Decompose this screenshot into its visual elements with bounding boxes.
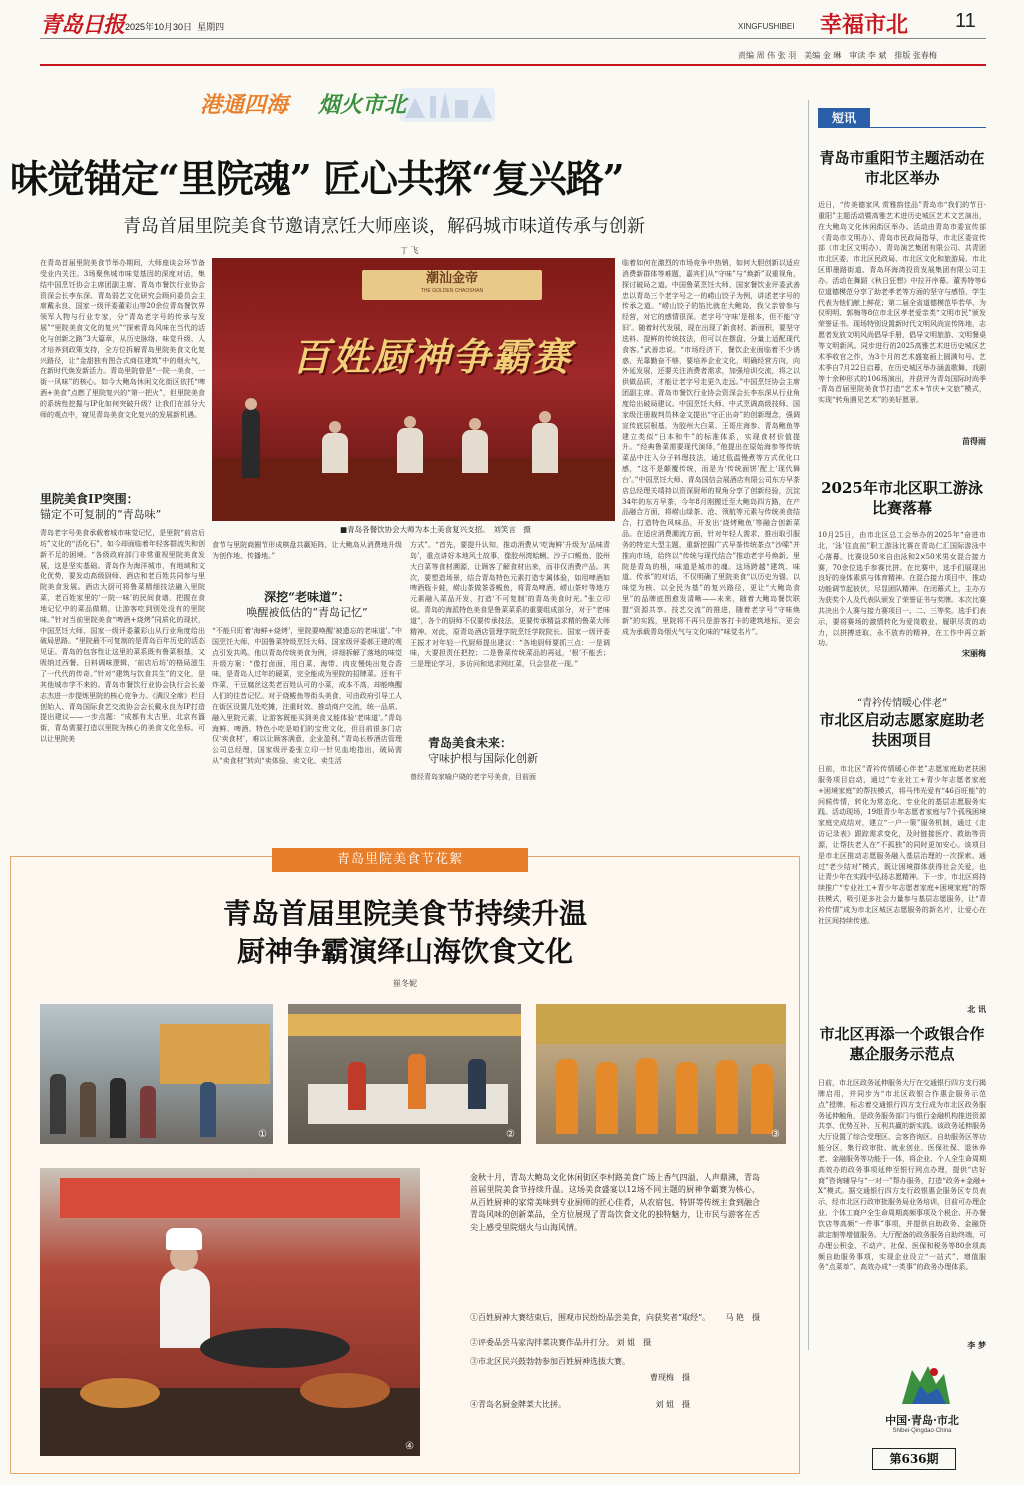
feature-title-2: 厨神争霸演绎山海饮食文化 xyxy=(236,935,573,968)
lead-col1b-text: 青岛老字号美食承载着城市味觉记忆，是里院“前店后坊”文化的“活化石”，如今却面临着年轻客群流失和创新不足的困境。“各级政府部门非常重视里院美食发展，这是坚实基础。青岛作为海洋城市，有地域和文化优势，要发动高级厨师、酒店和老百姓共同参与里院美食发展。酒店大厨可将鲁菜精细技法融入里院菜，老百姓家里的‘一院一味’的民间食谱，把握在食地记忆中的菜品做精，让游客吃到别处没有的里院味。”针对当前里院美食“啤酒+烧烤”同质化的现状，中国烹饪大师、国家一级评委董彩山从行业角度给出破局思路。“里院最不可复制的是青岛百年历史的活态见证。青岛的包容性让这里的菜系既有鲁菜根基，又吸纳过西餐、日料调味逻辑，‘前店后坊’的格局滋生了一代代的传奇。”针对“建筑与饮食共生”的文化，是其他城市学不来的。青岛市餐饮行业协会执行会长姜志杰进一步提炼里院的核心竞争力。《满汉全席》栏目创始人、青岛国际食艺交流协会会长戴永良为IP打造提出建议——一步点题：“成都有太古里，北京有簋街，青岛需要打造以里院为核心的美食文化坐标。可以让里院美 xyxy=(40,529,205,744)
section-name: 幸福市北 xyxy=(820,12,909,38)
caption-2: ②评委品尝马家沟拌菜决赛作品并打分。 刘 姐 摄 xyxy=(470,1338,652,1348)
brief1-body: 近日，“传美德家风 赏雅韵佳品”青岛市“我们的节日·重阳”主题活动暨高雅艺术进历史城区艺术文艺演出，在大鲍岛文化休闲街区举办。活动由青岛市委宣传部（青岛市文明办）、青岛市民政局指导，市北区委宣传部（市北区文明办）、青岛演艺集团有限公司、共青团市北区委、市北区民政局、市北区文化和旅游局、市北区即墨路街道、青岛环海湾投资发展集团有限公司主办。活动在舞蹈《秋日狂想》中拉开序幕。董秀特等6位道德模范分享了助老孝老等方面的坚守与感悟，学生代表为他们献上鲜花；第二届全省道德模范毕若华、为仪明明、郭梅等8位市北区孝老爱亲类“文明市民”颁发荣誉证书。现场特别设置新时代文明风尚宣传阵地，志愿者发放文明风尚倡导手册，倡导文明旅游、文明餐桌等文明新风。同步进行的2025高雅艺术进历史城区艺术季收官之作，为3个月的艺术盛宴画上圆满句号。艺术季自7月22日启幕，在历史城区举办涵盖歌舞、戏剧等十余种形式的106场演出，并获评为青岛国际时尚季·青岛首届里院美食节打造“艺术+节庆+文旅”模式，实现“转角遇见艺术”的美好愿景。 xyxy=(818,201,986,405)
brief4-title: 市北区再添一个政银合作惠企服务示范点 xyxy=(819,1025,985,1064)
brief3-byline: 北 讯 xyxy=(967,1004,986,1014)
banner-right: 烟火市北 xyxy=(318,92,407,118)
brief2-body: 10月25日，由市北区总工会举办的2025年“奋进市北，‘泳’往直前”职工游泳比赛在青岛仁汇国际游泳中心落幕。比赛设50米自由泳和2×50米男女混合接力赛，70余位选手参赛比拼。在比赛中，选手们展现出良好的身体素质与体育精神。在混合接力项目中，推动功能调节起彼伏，尽显团队精神。在闭幕式上，主办方为获奖个人及代表队颁发了荣誉证书与奖牌。本次比赛共决出个人赛与接力赛项目一、二、三等奖。选手们表示，要将赛场的激情转化为爱岗敬业、履职尽责的动力，以拼搏进取、永不放弃的精神，在工作中再立新功。 xyxy=(818,531,986,648)
brief3-kicker: “青衿传情暖心伴老” xyxy=(856,698,948,709)
feature-photo-2 xyxy=(288,1004,521,1144)
brief3-title: 市北区启动志愿家庭助老扶困项目 xyxy=(819,711,985,750)
photo-sign-text: 潮汕金帝 xyxy=(425,271,478,286)
brief1-title: 青岛市重阳节主题活动在市北区举办 xyxy=(819,149,985,188)
briefs-label-rule xyxy=(870,127,986,128)
shibei-logo-icon xyxy=(862,1360,982,1408)
photo-people xyxy=(212,258,615,521)
caption-4: ④青岛名厨金牌菜大比拼。 刘 姐 摄 xyxy=(470,1399,690,1409)
lead-col4-text: 临着如何在激烈的市场竞争中热销，如何大胆创新以适应消费新群体等难题，嘉宾们从“守味”与“焕新”双重视角，探讨破局之道。中国鲁菜烹饪大师、国家餐饮业评委武善忠以青岛三个老字号之一的崂山饺子为例，讲述老字号的传承之道。“崂山饺子的馅比就在大鲍岛，我父亲曾参与经营，对它的感情很深。老字号‘守味’是根本，但不能‘守旧’。随着时代发展，现在出现了新食材、新面积，要坚守选料、提鲜的传统技法，但可以在摆盘、分量上适配现代食客。”武善忠说。“市场经济下，餐饮企业面临着不少诱惑，光靠勤奋不够，要培养企业文化，明确经营方向，向外延发展，还要关注消费者需求，加强培训交流，将之以供做品质，才能让老字号走更久走远。”中国烹饪协会主席团副主席、青岛市餐饮行业协会资深会长李东深从行业角度给出破局建议。中国烹饪大师、中式烹调高级技师、国家级注册裁判员林金文提出“守正出奇”的创新理念，强调宣传底层根基，为胶州大白菜、王哥庄海参、青岛鲍鱼等建立类似“日本和牛”的标准体系，实现食材价值提升。“经典鲁菜需要现代演绎，”他提出在原始海参等传统菜品中注入分子料理技法，通过低温慢煮等方式优化口感，“这不是颠覆传统，而是为‘传统面饼’配上‘现代舞台’。”中国烹饪大师、青岛国信会展酒店有限公司东方早茶店总经理关靖持以资深厨师的视角分享了创新经验，沉淀34年的东方早茶，今年8月刚搬迁至大鲍岛四方路，在产品融合方面，将崂山绿茶、沧、领航等元素与传统美食结合，打造特色风味品，开发出‘烧烤鲍鱼’等融合创新菜品。在适应消费潮流方面，针对年轻人需求，推出取引服务的特定大型主题，重新挖掘广式早茶传统茶点“沙嗦”并推向市场，给终以“传统与现代结合”推动老字号焕新。里院是青岛的根，味道是城市的魂。这场跨越“建筑、味道、传承”的对话，不仅明确了里院美食“以历史为锚、以味觉为核、以全民为基”的复兴路径，更让“大鲍岛食里”的品牌底图愈发清晰——未来，随着大鲍岛餐饮联盟“资源共享、技艺交流”的推进，随着老字号“守味焕新”的实践，里院将不再只是游客打卡的建筑地标，更会成为承载青岛烟火气与文化味的“味觉名片”。 xyxy=(622,259,800,636)
masthead: 青岛日报 xyxy=(40,12,125,38)
caption-3: ③市北区民兴鼓勃勃参加百姓厨神选拔大赛。 xyxy=(470,1357,630,1367)
brief4-byline: 李 梦 xyxy=(967,1340,986,1350)
feature-title-1: 青岛首届里院美食节持续升温 xyxy=(222,897,587,930)
photo-3-number: ③ xyxy=(771,1129,780,1140)
section-pinyin: XINGFUSHIBEI xyxy=(738,22,795,31)
subhead-3-main: 青岛美食未来： xyxy=(428,736,513,750)
briefs-separator xyxy=(808,100,809,1350)
brief2-byline: 宋丽梅 xyxy=(962,648,986,658)
caption-3-by: 曹现梅 摄 xyxy=(650,1372,690,1382)
brief1-byline: 苗得雨 xyxy=(962,436,986,446)
subhead-2-main: 深挖“老味道”： xyxy=(264,590,350,604)
lead-col2b-text: “不能只盯着‘海鲜+烧烤’，里院要唤醒‘被遗忘的老味道’。”中国烹饪大师、中国鲁菜特级烹饪大师、国家级评委郝王建的观点引发共鸣。他以青岛传统美食为例，详细拆解了落地的味觉升级方案：“像打卤面，用白菜、海带、肉皮慢炖出复合香味，是青岛人过年的硬菜，完全能成为里院的招牌菜。还有干炸菜、干豆腐丝这类老百姓认可的小菜，成本不高，却能唤醒人们的往昔记忆。对于烧鲅鱼等街头美食，可由政府引导工人在街区设置几处吃摊，注重时效、推动商户交流，统一品质、融入里院元素，让游客既能买到美食又能体验‘老味道’。”青岛海鲜、啤酒、特色小吃是咱们的宝贵文化，但目前很多门店仅‘卖食材’，难以让顾客满意，企业盈利。”青岛长桥酒店管理公司总经理，国家级评委张立印一针见血地指出，破局需从“卖食材”转向“卖体验、卖文化、卖生活 xyxy=(212,627,402,766)
lead-subhead-1 xyxy=(40,492,205,522)
feature-tag: 青岛里院美食节花絮 xyxy=(272,848,528,872)
lead-author: 丁 飞 xyxy=(400,246,419,255)
brief2-title: 2025年市北区职工游泳比赛落幕 xyxy=(821,479,983,518)
briefs-label: 短讯 xyxy=(818,108,870,128)
editor-credits: 责编 周 伟 张 羽 美编 金 琳 审读 李 斌 排版 张春梅 xyxy=(738,51,937,60)
section-banner xyxy=(200,78,500,128)
feature-intro: 金秋十月，青岛大鲍岛文化休闲街区李村路美食广场上香气四溢、人声鼎沸，青岛首届里院美食节持续升温。这场美食盛宴以12场不同主题的厨神争霸赛为核心，从百姓厨神的家常美味到专业厨师的匠心佳肴，从农宿包、特饼等传统主食到融合青岛风味的创新菜品，全方位展现了青岛饮食文化的独特魅力，让市民与游客在舌尖上感受里院烟火与山海风情。 xyxy=(470,1173,760,1232)
feature-photo-3 xyxy=(536,1004,786,1144)
logo-en: Shibei·Qingdao·China xyxy=(892,1428,952,1434)
feature-photo-1 xyxy=(40,1004,273,1144)
subhead-3-sub: 守味护根与国际化创新 xyxy=(428,751,538,765)
issue-date: 2025年10月30日 星期四 xyxy=(125,22,225,32)
brief3-body: 日前，市北区“青衿传情暖心伴老”志愿家庭助老扶困服务项目启动，通过“专业社工+青少年志愿者家庭+困境家庭”的帮扶模式，将马伟光爱有“46百旺能”的问候传情，转化为常态化、专业化的基层志愿服务实践。活动现场，19组青少年志愿者家庭与7个孤残困境家庭完成结对，建立“一户一策”服务机制，通过《走访记录表》跟踪需求变化，及时链接医疗、救助等资源，让帮扶老人在“不孤独”的同时更加安心。该项目是市北区推动志愿服务融入基层治理的一次探索。通过“老少结对”模式，既让困境群体获得社会关爱，也让青少年在实践中弘扬志愿精神。下一步，市北区将持续推广“专业社工+青少年志愿者家庭+困境家庭”的帮扶模式，吸引更多社会力量参与基层志愿服务，让“青衿传情”成为市北区城区志愿服务的新名片，让爱心在社区间持续传递。 xyxy=(818,765,986,925)
page-number: 11 xyxy=(955,10,976,32)
photo-4-number: ④ xyxy=(405,1441,414,1452)
photo-2-number: ② xyxy=(506,1129,515,1140)
lead-col2-text: 食节与里院商圈节形成棋盘共赢矩阵，让大鲍岛从消费地升级为创作地、传播地。” xyxy=(212,541,402,560)
issue-number: 第636期 xyxy=(872,1448,956,1470)
brief4-body: 日前，市北区政务延伸服务大厅在交通银行四方支行揭牌启用，并同步为“市北区政银合作惠企服务示范点”授牌，标志着交通银行四方支行成为市北区政务服务延伸触角，是政务服务部门与银行金融机构推进资源共享、优势互补、互利共赢的新实践。该政务延伸服务大厅设置了综合受理区、会客咨询区、自助服务区等功能分区，集行政审批、就业创业、医保社保、退休养老、金融服务等功能于一体，将企业、个人全生命周期高效办的政务事项延伸至银行网点办理，提供“店好商”咨询辅导与“一对一”帮办服务，打造“政务+金融+X”模式。据交通银行四方支行政银惠企服务区专员表示，经市北区行政审批服务局业务培训，目前可办理企业、个体工商户全生命周期高频事项及个税企、开办餐饮店等高频“一件事”事项，并提供自助政务、金融贷款定制等增值服务。大厅配备的政务服务自助终端，可办理公积金、不动产、社保、医保和税务等80余项高频自助服务事项，实现企业设立“一站式”、增值服务“点菜单”、高效办成“一类事”的政务办理体系。 xyxy=(818,1079,986,1272)
logo-text: 中国·青岛·市北 xyxy=(885,1414,959,1427)
subhead-1-main: 里院美食IP突围： xyxy=(40,492,139,506)
lead-headline: 味觉锚定“里院魂” 匠心共探“复兴路” xyxy=(10,156,624,201)
shibei-logo xyxy=(862,1360,982,1434)
lead-col3b-text: 曾经青岛家喻户晓的老字号美食，目前面 xyxy=(410,773,536,781)
lead-col1-text: 在青岛首届里院美食节举办期间，大师座谈会环节备受业内关注。3场聚焦城市味觉基因的深度对话，集结中国烹饪协会主席团副主席、青岛市餐饮行业协会资深会长李东深、青岛弱艺文化研究会顾问委员会主席戴永良、国家一级评委董彩山等20余位青岛餐饮界领军人物与行业专家，分“青岛老字号的传承与发展”“里院美食文化的复兴”“探索青岛风味在当代的活化与创新之路”3大篇章，从历史脉络、味觉升级、人才培养到政策支持，全方位拆解青岛里院美食文化复兴路径，让“金甜独有图合式商住建筑”中的烟火气，在新时代焕发新活力。青岛里院曾是“一院一美食，一街一风味”的核心。如今大鲍岛休闲文化街区依托“啤酒+美食”点燃了里院复兴的“第一把火”，但里院美食的系统性挖掘与IP化如何突破升级？让我们在部分大师的观点中，窥见青岛美食文化复兴的发展新机遇。 xyxy=(40,259,205,419)
lead-subhead-2 xyxy=(212,590,402,620)
lead-subtitle: 青岛首届里院美食节邀请烹饪大师座谈，解码城市味道传承与创新 xyxy=(123,216,645,237)
feature-photo-4 xyxy=(40,1168,420,1456)
feature-author: 崔冬妮 xyxy=(393,979,417,988)
feature-captions xyxy=(470,1310,760,1412)
banner-left: 港通四海 xyxy=(200,92,289,118)
photo-banner-text: 百姓厨神争霸赛 xyxy=(292,334,573,379)
lead-photo xyxy=(212,258,615,521)
lead-col3-text: 方式”。“首先，要提升认知，推动消费从‘吃海鲜’升级为‘品味青岛’，重点讲好本地风土故事，像胶州湾蛤蜊、沙子口鲅鱼、胶州大白菜等食材溯源，让顾客了解食材出来，而非仅消费产品。其次，要塑造场景，结合青岛特色元素打造专属体验，如用啤酒如啤酒瓶卡蛙，崂山茶做茶香鲅鱼，将青岛啤酒、崂山茶叶等地方元素融入菜品开发，打造‘不可复制’的青岛美食时光。”张立印说。青岛的海派特色美食是鲁菜菜系的重要组成部分，对于“老味道”，各个的厨师不仅要传承技法，更要传承精益求精的鲁菜大师精神。对此，原青岛酒店管理学院烹饪学院院长、国家一级评委王振才对年轻一代厨师提出建议：“各地厨师要抓三点：一是调味，大要担责任把控；二是鲁菜传统菜品的再延，‘根’不能丢；三是理论学习，多访问和追求网红菜，只会昙花一现。” xyxy=(410,541,610,669)
lead-subhead-3 xyxy=(428,736,608,766)
subhead-1-sub: 锚定不可复制的“青岛味” xyxy=(40,507,162,521)
photo-1-number: ① xyxy=(258,1129,267,1140)
caption-1: ①百姓厨神大赛结束后，围观市民纷纷品尝美食，向获奖者“取经”。 马 艳 摄 xyxy=(470,1313,760,1322)
photo-sign-en: THE GOLDEN CHAOSHAN xyxy=(420,288,484,294)
header-rule-2 xyxy=(40,64,986,66)
header-rule xyxy=(40,38,986,39)
subhead-2-sub: 唤醒被低估的“青岛记忆” xyxy=(246,605,368,619)
lead-photo-caption: ■青岛各餐饮协会大师为本土美食复兴支招。 刘笑言 摄 xyxy=(340,525,531,534)
